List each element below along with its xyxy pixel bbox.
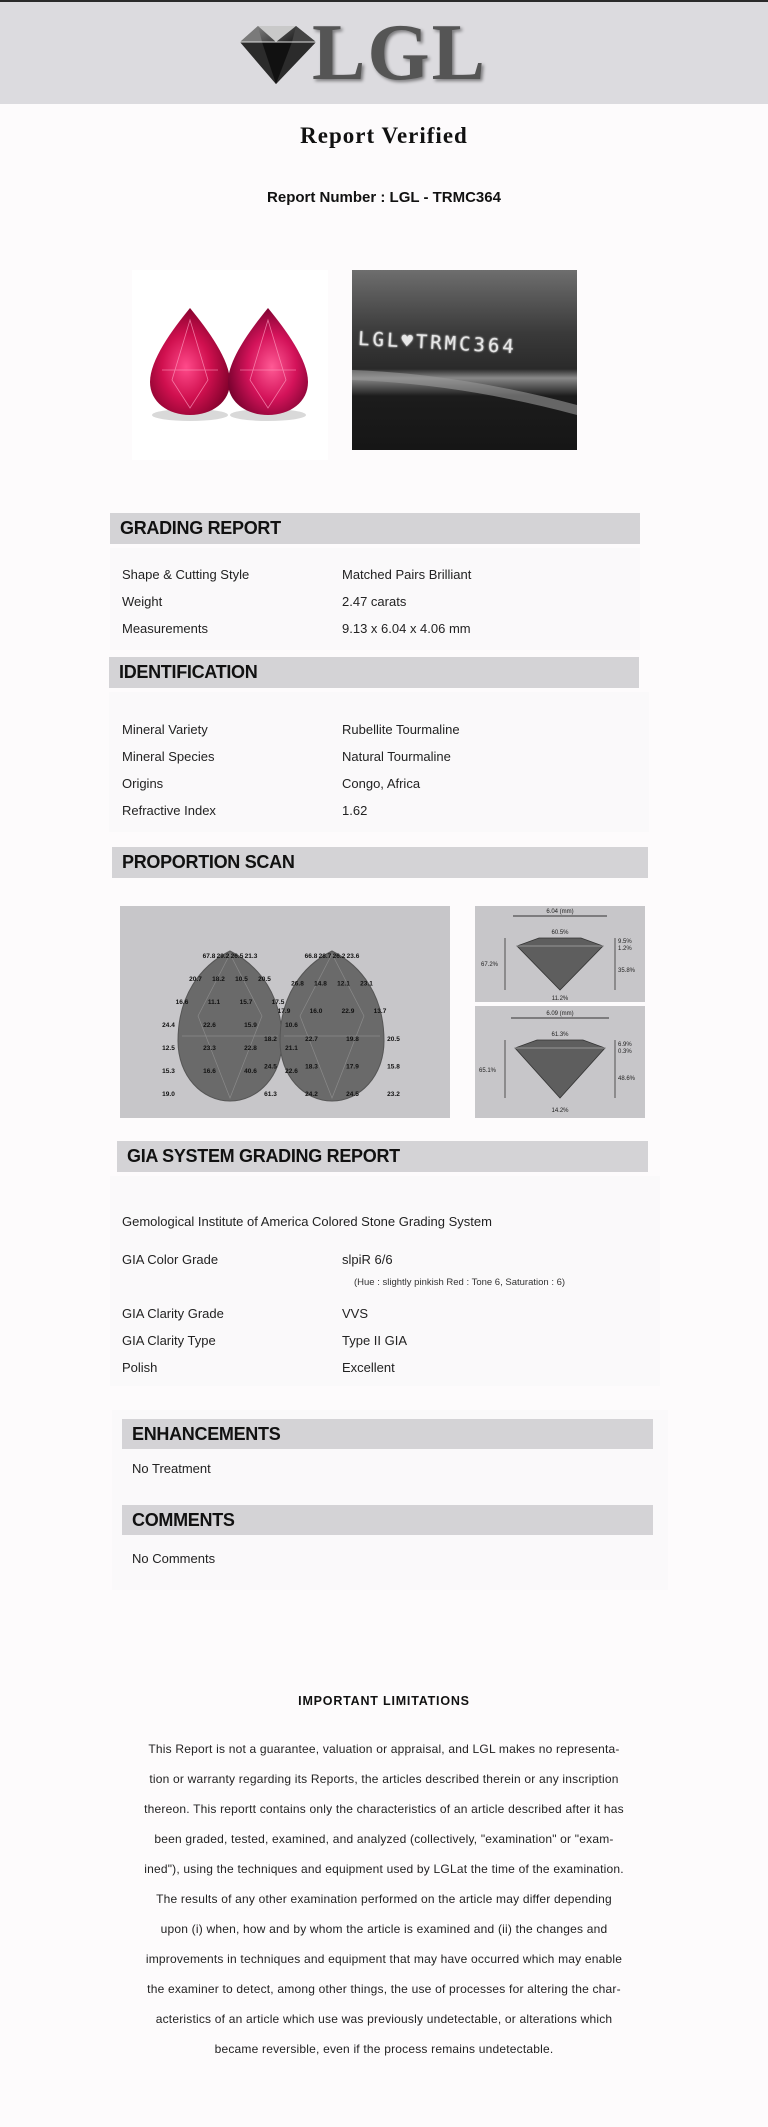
- proportion-scan-side-profile-1: [475, 906, 645, 1002]
- facet-measurement-label: 26.8: [291, 980, 304, 988]
- facet-measurement-label: 26.5: [230, 953, 244, 960]
- identification-heading: IDENTIFICATION: [109, 657, 639, 688]
- limitations-line: This Report is not a guarantee, valuation or appraisal, and LGL makes no representa-: [148, 1742, 620, 1756]
- facet-measurement-label: 17.5: [271, 999, 285, 1006]
- gia-clarity-type-label: GIA Clarity Type: [122, 1333, 216, 1348]
- proportion-scan-side-profile-2: [475, 1006, 645, 1118]
- limitations-line: The results of any other examination performed on the article may differ depending: [156, 1892, 612, 1906]
- facet-measurement-label: 13.7: [373, 1008, 387, 1016]
- facet-measurement-label: 23.3: [203, 1045, 216, 1052]
- gia-color-grade-label: GIA Color Grade: [122, 1252, 219, 1267]
- facet-measurement-label: 19.0: [162, 1091, 175, 1098]
- inscription-text: LGL♥TRMC364: [357, 327, 518, 359]
- facet-measurement-label: 26.2: [332, 953, 346, 960]
- facet-measurement-label: 22.9: [341, 1008, 355, 1016]
- facet-measurement-label: 24.5: [264, 1063, 277, 1071]
- gia-color-grade-value: slpiR 6/6: [342, 1252, 393, 1267]
- comments-value: No Comments: [132, 1551, 216, 1566]
- facet-measurement-label: 20.5: [387, 1035, 400, 1043]
- facet-measurement-label: 24.4: [162, 1022, 175, 1029]
- limitations-line: became reversible, even if the process remains undetectable.: [214, 2042, 554, 2056]
- profile-2-left: 65.1%: [479, 1068, 497, 1074]
- mineral-variety-value: Rubellite Tourmaline: [342, 722, 460, 737]
- facet-measurement-label: 15.8: [387, 1063, 400, 1071]
- facet-measurement-label: 15.9: [244, 1022, 257, 1029]
- gemstone-photo: [132, 270, 328, 460]
- facet-measurement-label: 22.6: [203, 1022, 216, 1029]
- facet-measurement-label: 19.8: [346, 1035, 359, 1043]
- site-header: [0, 2, 768, 104]
- facet-measurement-label: 17.9: [277, 1008, 291, 1016]
- facet-measurement-label: 12.5: [162, 1045, 175, 1052]
- origins-label: Origins: [122, 776, 164, 791]
- refractive-index-label: Refractive Index: [122, 803, 216, 818]
- facet-measurement-label: 18.2: [264, 1035, 277, 1043]
- diamond-logo-icon: [232, 20, 322, 90]
- mineral-species-label: Mineral Species: [122, 749, 215, 764]
- limitations-line: ined"), using the techniques and equipment used by LGLat the time of the examination.: [144, 1862, 624, 1876]
- profile-1-table: 60.5%: [551, 930, 569, 936]
- profile-2-right: 48.6%: [618, 1076, 636, 1082]
- facet-measurement-label: 29.2: [216, 953, 230, 960]
- profile-1-top: 6.04 (mm): [546, 909, 574, 915]
- limitations-line: improvements in techniques and equipment that may have occurred which may enable: [145, 1952, 623, 1966]
- facet-measurement-label: 11.1: [207, 999, 221, 1006]
- facet-measurement-label: 24.2: [305, 1091, 318, 1098]
- facet-measurement-label: 10.5: [235, 976, 248, 983]
- profile-2-crown: 6.9%: [618, 1042, 632, 1048]
- facet-measurement-label: 17.9: [346, 1063, 359, 1071]
- measurements-label: Measurements: [122, 621, 208, 636]
- shape-value: Matched Pairs Brilliant: [342, 567, 472, 582]
- facet-measurement-label: 66.8: [304, 953, 318, 960]
- limitations-body: [118, 1734, 650, 2064]
- facet-measurement-label: 23.1: [360, 980, 373, 988]
- polish-label: Polish: [122, 1360, 158, 1375]
- facet-measurement-label: 23.2: [387, 1091, 400, 1098]
- origins-value: Congo, Africa: [342, 776, 421, 791]
- profile-1-crown: 9.5%: [618, 939, 632, 945]
- facet-measurement-label: 20.5: [258, 976, 271, 983]
- page-title: Report Verified: [300, 123, 468, 148]
- polish-value: Excellent: [342, 1360, 395, 1375]
- facet-measurement-label: 16.6: [175, 999, 189, 1006]
- facet-measurement-label: 15.3: [162, 1068, 175, 1075]
- gia-clarity-grade-value: VVS: [342, 1306, 369, 1321]
- identification-panel: [109, 692, 649, 832]
- comments-heading: COMMENTS: [122, 1505, 653, 1535]
- facet-measurement-label: 18.2: [212, 976, 225, 983]
- weight-value: 2.47 carats: [342, 594, 407, 609]
- limitations-heading: IMPORTANT LIMITATIONS: [298, 1694, 470, 1708]
- facet-measurement-label: 20.7: [189, 976, 202, 983]
- limitations-line: been graded, tested, examined, and analyzed (collectively, "examination" or "exam-: [154, 1832, 614, 1846]
- proportion-scan-heading: PROPORTION SCAN: [112, 847, 648, 878]
- profile-1-bottom: 11.2%: [551, 996, 569, 1002]
- logo-text: LGL: [312, 9, 487, 97]
- profile-2-bottom: 14.2%: [551, 1108, 569, 1114]
- profile-2-girdle: 0.3%: [618, 1049, 632, 1055]
- limitations-line: upon (i) when, how and by whom the article is examined and (ii) the changes and: [160, 1922, 608, 1936]
- profile-1-girdle: 1.2%: [618, 946, 632, 952]
- facet-measurement-label: 16.0: [309, 1008, 323, 1016]
- facet-measurement-label: 24.5: [346, 1091, 359, 1098]
- facet-measurement-label: 28.7: [318, 953, 332, 960]
- facet-measurement-label: 22.6: [285, 1068, 298, 1075]
- facet-measurement-label: 67.8: [202, 953, 216, 960]
- profile-1-right: 35.8%: [618, 968, 636, 974]
- weight-label: Weight: [122, 594, 163, 609]
- proportion-scan-top-view: [120, 906, 450, 1118]
- facet-measurement-label: 61.3: [264, 1091, 277, 1098]
- facet-measurement-label: 10.6: [285, 1022, 298, 1029]
- facet-measurement-label: 22.7: [305, 1035, 318, 1043]
- facet-measurement-label: 40.6: [244, 1068, 257, 1075]
- profile-2-top: 6.09 (mm): [546, 1011, 574, 1017]
- facet-measurement-label: 12.1: [337, 980, 350, 988]
- facet-measurement-label: 18.3: [305, 1063, 318, 1071]
- gia-system-name: Gemological Institute of America Colored Stone Grading System: [122, 1214, 492, 1229]
- gia-report-panel: [110, 1176, 660, 1386]
- mineral-variety-label: Mineral Variety: [122, 722, 208, 737]
- facet-measurement-label: 14.8: [314, 980, 327, 988]
- facet-measurement-label: 15.7: [239, 999, 253, 1006]
- grading-report-heading: GRADING REPORT: [110, 513, 640, 544]
- report-number: Report Number : LGL - TRMC364: [267, 189, 501, 206]
- facet-measurement-label: 21.1: [285, 1045, 298, 1052]
- profile-2-table: 61.3%: [551, 1032, 569, 1038]
- refractive-index-value: 1.62: [342, 803, 368, 818]
- gia-color-grade-note: (Hue : slightly pinkish Red : Tone 6, Saturation : 6): [354, 1277, 566, 1288]
- shape-label: Shape & Cutting Style: [122, 567, 250, 582]
- facet-measurement-label: 22.8: [244, 1045, 257, 1052]
- enhancements-heading: ENHANCEMENTS: [122, 1419, 653, 1449]
- profile-1-left: 67.2%: [481, 962, 499, 968]
- mineral-species-value: Natural Tourmaline: [342, 749, 451, 764]
- gia-report-heading: GIA SYSTEM GRADING REPORT: [117, 1141, 648, 1172]
- measurements-value: 9.13 x 6.04 x 4.06 mm: [342, 621, 471, 636]
- facet-measurement-label: 16.6: [203, 1068, 216, 1075]
- gia-clarity-grade-label: GIA Clarity Grade: [122, 1306, 224, 1321]
- limitations-line: the examiner to detect, among other things, the use of processes for altering the char-: [147, 1982, 621, 1996]
- limitations-line: tion or warranty regarding its Reports, the articles described therein or any inscription: [149, 1772, 619, 1786]
- lgl-logo[interactable]: [232, 9, 492, 97]
- facet-measurement-label: 23.6: [346, 953, 360, 960]
- limitations-line: acteristics of an article which use was previously undetectable, or alterations which: [155, 2012, 613, 2026]
- grading-report-panel: [110, 548, 640, 650]
- limitations-line: thereon. This reportt contains only the characteristics of an article described after it has: [144, 1802, 624, 1816]
- laser-inscription-photo: [352, 270, 577, 450]
- facet-measurement-label: 21.3: [244, 953, 258, 960]
- enhancements-value: No Treatment: [132, 1461, 211, 1476]
- gia-clarity-type-value: Type II GIA: [342, 1333, 408, 1348]
